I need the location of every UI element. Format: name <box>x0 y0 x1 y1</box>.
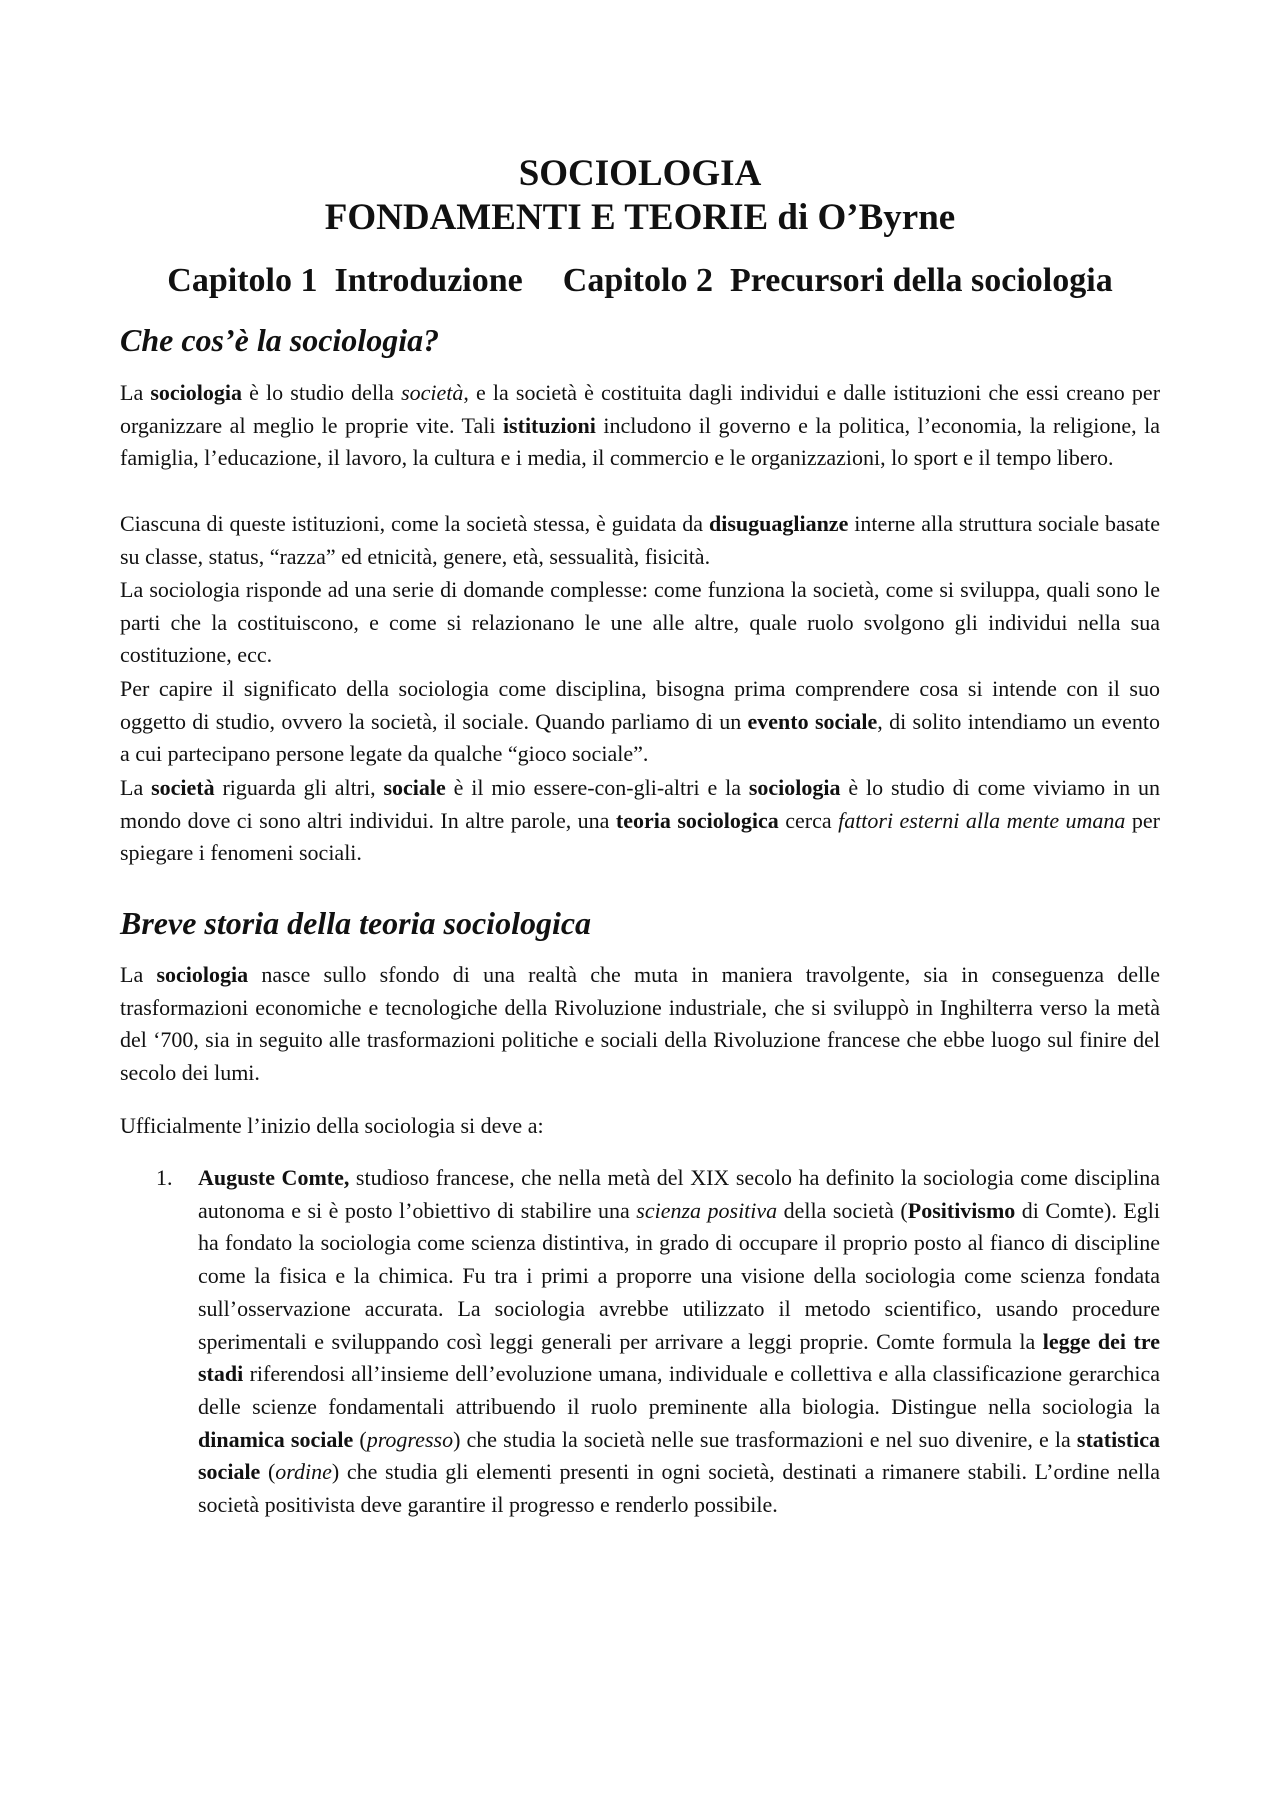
ordered-list <box>156 1162 1161 1522</box>
paragraph: Ciascuna di queste istituzioni, come la società stessa, è guidata da disuguaglianze interne alla struttura sociale basate su classe, status, “razza” ed etnicità, genere, età, sessualità, fisicità. <box>120 511 1160 569</box>
section-heading-what-is-sociology: Che cos’è la sociologia? <box>120 322 440 358</box>
list-item-text: Auguste Comte, studioso francese, che nella metà del XIX secolo ha definito la sociologia come disciplina autonoma e si è posto l’obiettivo di stabilire una scienza positiva della società (Positivismo di Comte). Egli ha fondato la sociologia come scienza distintiva, in grado di occupare il proprio posto al fianco di discipline come la fisica e la chimica. Fu tra i primi a proporre una visione della sociologia come scienza fondata sull’osservazione accurata. La sociologia avrebbe utilizzato il metodo scientifico, usando procedure sperimentali e sviluppando così leggi generali per arrivare a leggi proprie. Comte formula la legge dei tre stadi riferendosi all’insieme dell’evoluzione umana, individuale e collettiva e alla classificazione gerarchica delle scienze fondamentali attribuendo il ruolo preminente alla biologia. Distingue nella sociologia la dinamica sociale (progresso) che studia la società nelle sue trasformazioni e nel suo divenire, e la statistica sociale (ordine) che studia gli elementi presenti in ogni società, destinati a rimanere stabili. L’ordine nella società positivista deve garantire il progresso e renderlo possibile. <box>198 1165 1161 1518</box>
chapter-2-heading: Capitolo 2 Precursori della sociologia <box>562 262 1113 299</box>
chapter-1-heading: Capitolo 1 Introduzione <box>167 262 523 299</box>
paragraph: La sociologia nasce sullo sfondo di una realtà che muta in maniera travolgente, sia in conseguenza delle trasformazioni economiche e tecnologiche della Rivoluzione industriale, che si sviluppò in Inghilterra verso la metà del ‘700, sia in seguito alle trasformazioni politiche e sociali della Rivoluzione francese che ebbe luogo sul finire del secolo dei lumi. <box>120 962 1160 1085</box>
paragraph: Ufficialmente l’inizio della sociologia si deve a: <box>120 1113 544 1138</box>
document-title: SOCIOLOGIA <box>518 153 762 194</box>
paragraph: Per capire il significato della sociologia come disciplina, bisogna prima comprendere cosa si intende con il suo oggetto di studio, ovvero la società, il sociale. Quando parliamo di un evento sociale, di solito intendiamo un evento a cui partecipano persone legate da qualche “gioco sociale”. <box>120 676 1160 767</box>
paragraph: La sociologia è lo studio della società, e la società è costituita dagli individui e dalle istituzioni che essi creano per organizzare al meglio le proprie vite. Tali istituzioni includono il governo e la politica, l’economia, la religione, la famiglia, l’educazione, il lavoro, la cultura e i media, il commercio e le organizzazioni, lo sport e il tempo libero. <box>120 380 1161 471</box>
list-item-number: 1. <box>156 1165 173 1190</box>
paragraph: La società riguarda gli altri, sociale è il mio essere-con-gli-altri e la sociologia è lo studio di come viviamo in un mondo dove ci sono altri individui. In altre parole, una teoria sociologica cerca fattori esterni alla mente umana per spiegare i fenomeni sociali. <box>120 775 1160 866</box>
section-heading-history: Breve storia della teoria sociologica <box>120 905 592 941</box>
list-item <box>156 1162 1161 1522</box>
paragraph: La sociologia risponde ad una serie di domande complesse: come funziona la società, come si sviluppa, quali sono le parti che la costituiscono, e come si relazionano le une alle altre, quale ruolo svolgono gli individui nella sua costituzione, ecc. <box>120 577 1160 668</box>
document-subtitle: FONDAMENTI E TEORIE di O’Byrne <box>324 197 956 238</box>
chapter-headings <box>0 259 1280 303</box>
